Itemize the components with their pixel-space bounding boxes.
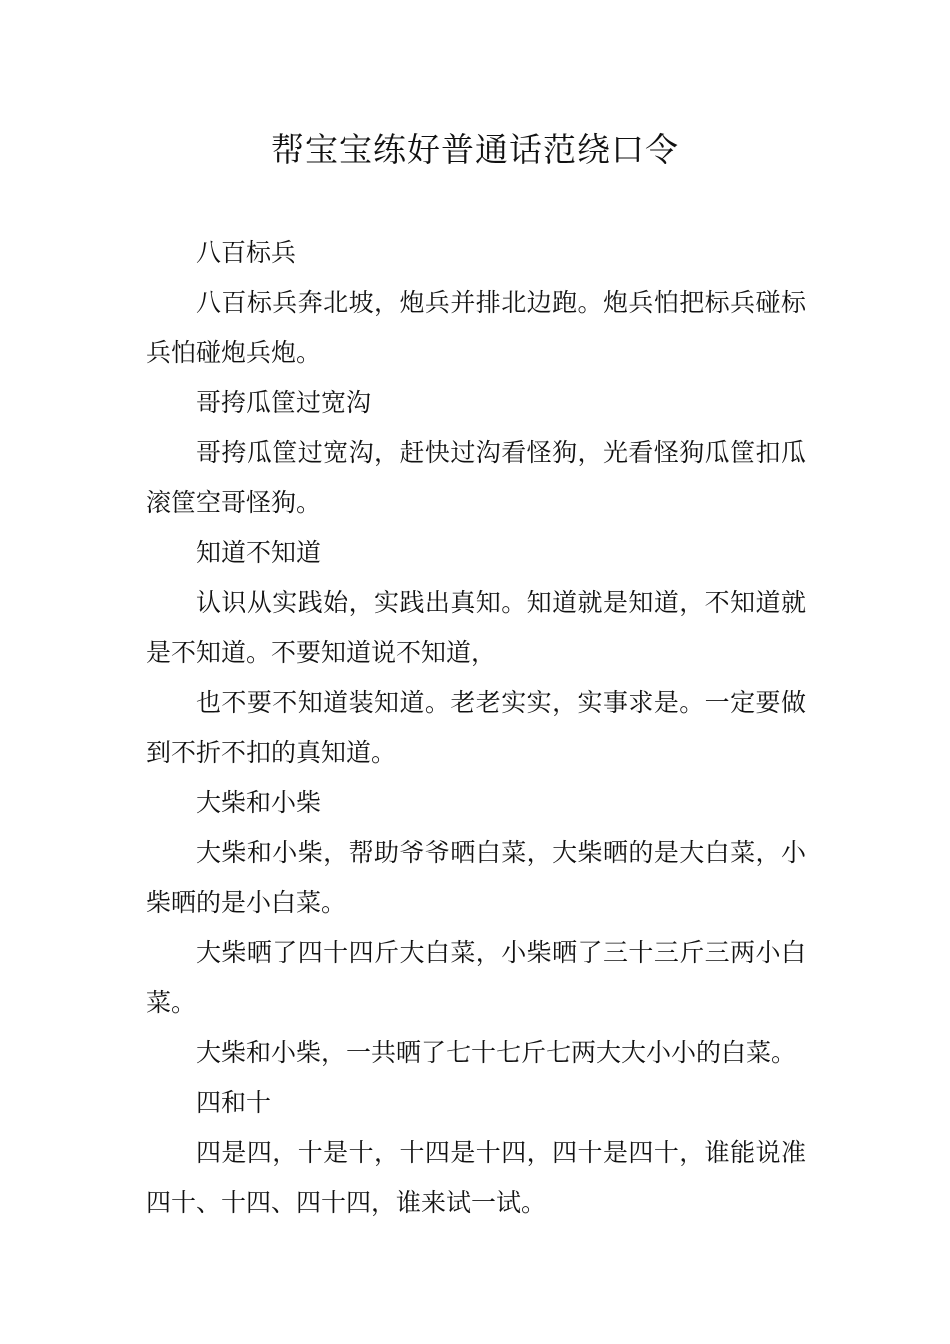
section-heading-gekua: 哥挎瓜筐过宽沟: [196, 388, 372, 417]
section-heading-zhidao: 知道不知道: [196, 538, 322, 567]
paragraph: 四是四，十是十，十四是十四，四十是四十，谁能说准四十、十四、四十四，谁来试一试。: [146, 1138, 806, 1217]
paragraph: 哥挎瓜筐过宽沟，赶快过沟看怪狗，光看怪狗瓜筐扣瓜滚筐空哥怪狗。: [146, 438, 806, 517]
paragraph: 八百标兵奔北坡，炮兵并排北边跑。炮兵怕把标兵碰标兵怕碰炮兵炮。: [146, 288, 806, 367]
paragraph: 大柴和小柴，一共晒了七十七斤七两大大小小的白菜。: [196, 1038, 797, 1067]
section-heading-dachai: 大柴和小柴: [196, 788, 322, 817]
document-body: [146, 228, 806, 1228]
paragraph: 大柴和小柴，帮助爷爷晒白菜，大柴晒的是大白菜，小柴晒的是小白菜。: [146, 838, 806, 917]
paragraph: 认识从实践始，实践出真知。知道就是知道，不知道就是不知道。不要知道说不知道，: [146, 588, 806, 667]
section-heading-babai: 八百标兵: [196, 238, 297, 267]
paragraph: 也不要不知道装知道。老老实实，实事求是。一定要做到不折不扣的真知道。: [146, 688, 806, 767]
paragraph: 大柴晒了四十四斤大白菜，小柴晒了三十三斤三两小白菜。: [146, 938, 806, 1017]
page-title: 帮宝宝练好普通话范绕口令: [271, 130, 679, 169]
section-heading-sihe: 四和十: [196, 1088, 272, 1117]
